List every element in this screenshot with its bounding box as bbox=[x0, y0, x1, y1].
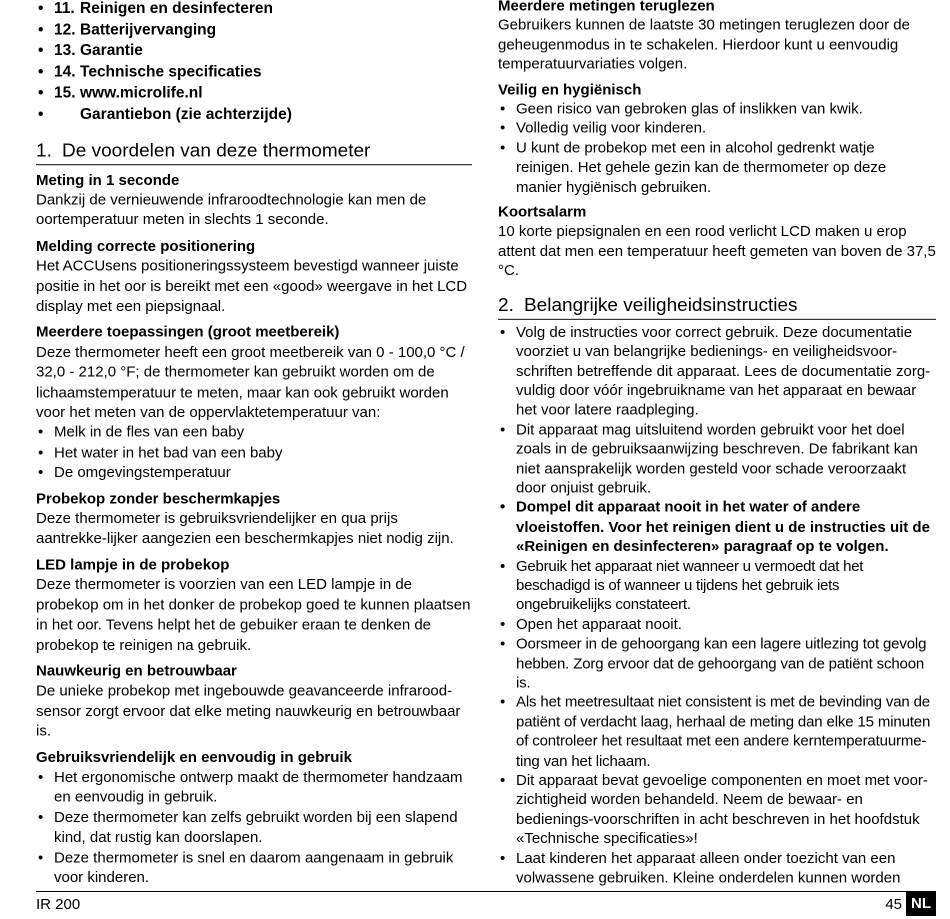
paragraph: 10 korte piepsignalen en een rood verlicht LCD maken u erop attent dat men een temperatuur heeft gemeten van boven de 37,5 °C. bbox=[498, 223, 936, 279]
subheading: Nauwkeurig en betrouwbaar bbox=[36, 662, 237, 680]
list-item: • Melk in de fles van een baby bbox=[36, 423, 472, 443]
paragraph: Gebruikers kunnen de laatste 30 metingen teruglezen door de geheugenmodus in te schakelen. Hierdoor kunt u eenvoudig temperatuurvariaties volgen. bbox=[498, 17, 910, 73]
paragraph: Deze thermometer heeft een groot meetbereik van 0 - 100,0 °C / 32,0 - 212,0 °F; de thermometer kan gebruikt worden om de lichaamstemperatuur te meten, maar kan ook gebruikt worden voor het meten van de oppervlaktetemperatuur van: bbox=[36, 344, 465, 421]
paragraph: Deze thermometer is voorzien van een LED lampje in de probekop om in het donker de probekop goed te kunnen plaatsen in het oor. Tevens helpt het de gebuiker eraan te denken de probekop te reinigen na gebruik. bbox=[36, 576, 471, 654]
list-item: • Deze thermometer kan zelfs gebruikt worden bij een slapend kind, dat rustig kan doorslapen. bbox=[36, 808, 472, 848]
subheading: Meting in 1 seconde bbox=[36, 171, 180, 189]
toc-item: • 14. Technische specificaties bbox=[36, 62, 472, 83]
list-item: • Deze thermometer is snel en daarom aangenaam in gebruik voor kinderen. bbox=[36, 848, 472, 888]
list-item: • Als het meetresultaat niet consistent is met de bevinding van de patiënt of verdacht laag, herhaal de meting dan elke 15 minuten of controleer het resultaat met een andere kerntemperatuurme-ting van het lichaam. bbox=[498, 694, 936, 772]
paragraph: Deze thermometer is gebruiksvriendelijker en qua prijs aantrekke-lijker aangezien een beschermkapjes niet nodig zijn. bbox=[36, 510, 454, 548]
paragraph: Het ACCUsens positioneringssysteem bevestigd wanneer juiste positie in het oor is bereikt met een «good» weergave in het LCD display met een piepsignaal. bbox=[36, 257, 468, 315]
toc-item: • 11. Reinigen en desinfecteren bbox=[36, 0, 472, 19]
toc-item: • Garantiebon (zie achterzijde) bbox=[36, 104, 472, 125]
table-of-contents bbox=[36, 0, 472, 125]
list-item: • Volg de instructies voor correct gebruik. Deze documentatie voorziet u van belangrijke bedienings- en veiligheidsvoor-schriften betreffende dit apparaat. Lees de documentatie zorg-vuldig door vóór ingebruikname van het apparaat en bewaar het voor latere raadpleging. bbox=[498, 323, 936, 420]
right-column bbox=[498, 0, 936, 888]
safety-list bbox=[498, 323, 936, 888]
list-item: • Open het apparaat nooit. bbox=[498, 616, 936, 635]
toc-item: • 12. Batterijvervanging bbox=[36, 19, 472, 40]
list-item: • Gebruik het apparaat niet wanneer u vermoedt dat het beschadigd is of wanneer u tijdens het gebruik iets ongebruikelijks constateert. bbox=[498, 557, 936, 615]
list-item: • Dompel dit apparaat nooit in het water of andere vloeistoffen. Voor het reinigen dient u de instructies uit de «Reinigen en desinfecteren» paragraaf op te volgen. bbox=[498, 499, 936, 557]
bullet-list bbox=[36, 768, 472, 888]
list-item: • Het ergonomische ontwerp maakt de thermometer handzaam en eenvoudig in gebruik. bbox=[36, 768, 472, 808]
page-number: 45 bbox=[885, 896, 902, 913]
list-item: • De omgevingstemperatuur bbox=[36, 463, 472, 483]
paragraph: Dankzij de vernieuwende infraroodtechnologie kan men de oortemperatuur meten in slechts 1 seconde. bbox=[36, 191, 427, 229]
list-item: • Laat kinderen het apparaat alleen onder toezicht van een volwassene gebruiken. Kleine onderdelen kunnen worden bbox=[498, 849, 936, 888]
language-badge: NL bbox=[906, 892, 936, 916]
model-name: IR 200 bbox=[36, 896, 81, 913]
toc-item: • 13. Garantie bbox=[36, 41, 472, 62]
subheading: Koortsalarm bbox=[498, 204, 587, 221]
subheading: Gebruiksvriendelijk en eenvoudig in gebruik bbox=[36, 748, 352, 766]
list-item: • Oorsmeer in de gehoorgang kan een lagere uitlezing tot gevolg hebben. Zorg ervoor dat de gehoorgang van de patiënt schoon is. bbox=[498, 635, 936, 693]
subheading: Probekop zonder beschermkapjes bbox=[36, 490, 281, 508]
list-item: • Dit apparaat mag uitsluitend worden gebruikt voor het doel zoals in de gebruiksaanwijzing beschreven. De fabrikant kan niet aansprakelijk worden gesteld voor schade veroorzaakt door onjuist gebruik. bbox=[498, 421, 936, 499]
section-2-heading: 2. Belangrijke veiligheidsinstructies bbox=[498, 295, 936, 320]
subheading: Veilig en hygiënisch bbox=[498, 81, 642, 98]
section-1-heading: 1. De voordelen van deze thermometer bbox=[36, 139, 472, 165]
subheading: Meerdere toepassingen (groot meetbereik) bbox=[36, 323, 340, 341]
list-item: • Geen risico van gebroken glas of inslikken van kwik. bbox=[498, 100, 936, 119]
subheading: Meerdere metingen teruglezen bbox=[498, 0, 715, 15]
list-item: • U kunt de probekop met een in alcohol gedrenkt watje reinigen. Het gehele gezin kan de thermometer op deze manier hygiënisch gebruiken. bbox=[498, 139, 936, 197]
subheading: Melding correcte positionering bbox=[36, 237, 256, 255]
left-column bbox=[36, 0, 472, 888]
page-footer bbox=[36, 891, 936, 919]
list-item: • Het water in het bad van een baby bbox=[36, 443, 472, 463]
bullet-list bbox=[498, 100, 936, 197]
bullet-list bbox=[36, 423, 472, 483]
paragraph: De unieke probekop met ingebouwde geavanceerde infrarood-sensor zorgt ervoor dat elke meting nauwkeurig en betrouwbaar is. bbox=[36, 682, 461, 740]
subheading: LED lampje in de probekop bbox=[36, 556, 230, 574]
toc-item: • 15. www.microlife.nl bbox=[36, 83, 472, 104]
list-item: • Dit apparaat bevat gevoelige componenten en moet met voor-zichtigheid worden behandeld. Neem de bewaar- en bedienings-voorschriften in acht beschreven in het hoofdstuk «Technische specificaties»! bbox=[498, 772, 936, 850]
list-item: • Volledig veilig voor kinderen. bbox=[498, 120, 936, 139]
